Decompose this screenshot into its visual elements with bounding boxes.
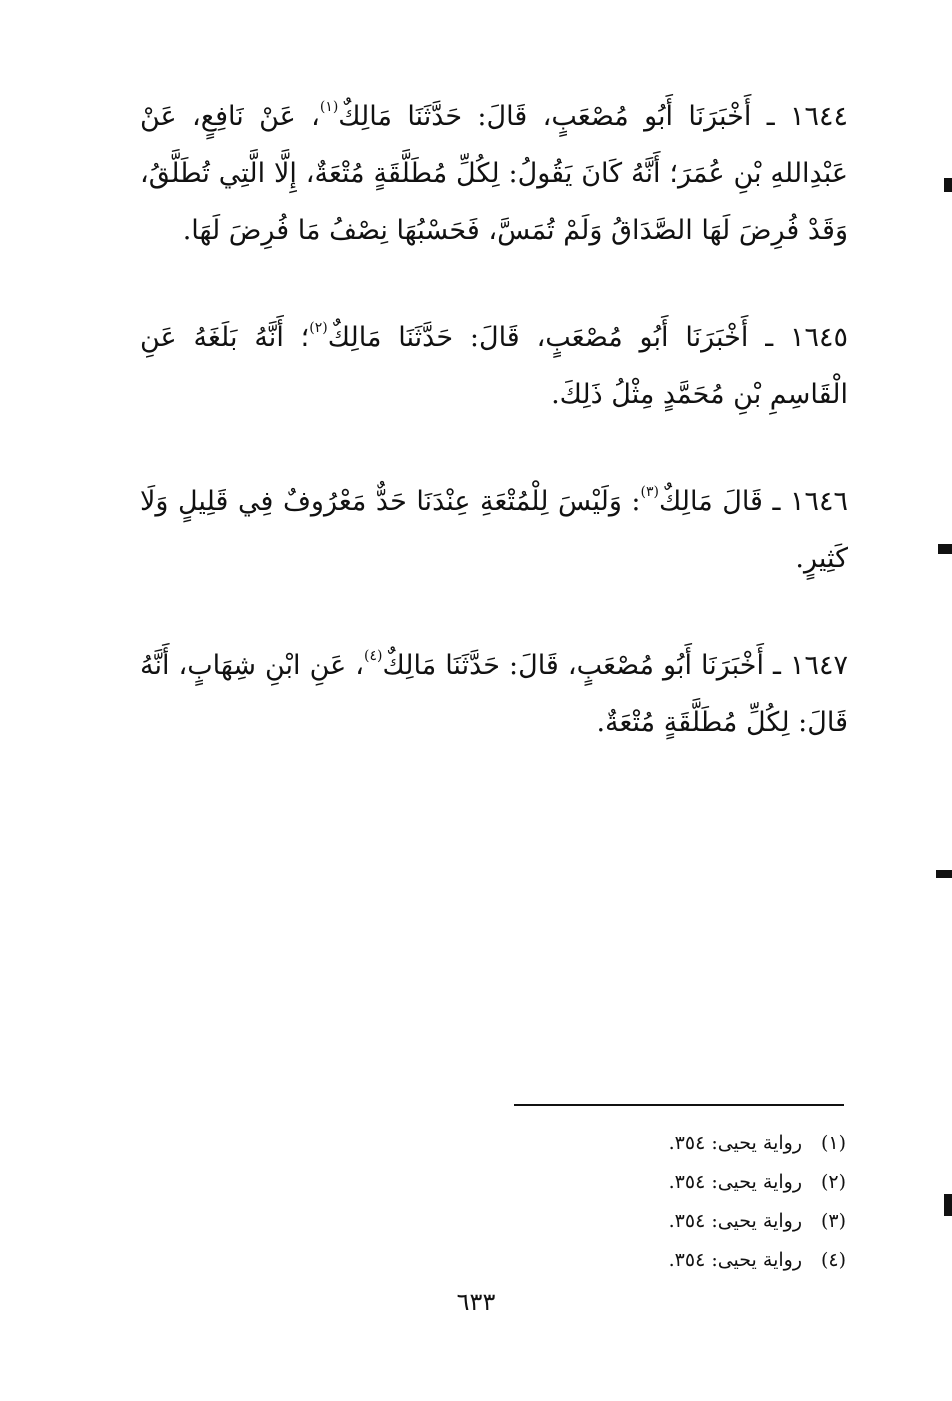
hadith-text: : وَلَيْسَ لِلْمُتْعَةِ عِنْدَنَا حَدٌّ مَعْرُوفٌ فِي قَلِيلٍ وَلَا كَثِيرٍ. xyxy=(140,486,848,574)
hadith-text: ؛ أَنَّهُ بَلَغَهُ عَنِ الْقَاسِمِ بْنِ مُحَمَّدٍ مِثْلُ ذَلِكَ. xyxy=(140,322,848,410)
hadith-text: ـ قَالَ مَالِكٌ xyxy=(658,486,781,517)
hadith-paragraph-1646 xyxy=(140,473,848,587)
footnote-item xyxy=(446,1202,846,1241)
hadith-text: ، عَنِ ابْنِ شِهَابٍ، أَنَّهُ قَالَ: لِكُلِّ مُطَلَّقَةٍ مُتْعَةٌ. xyxy=(140,650,848,738)
footnotes xyxy=(446,1124,846,1280)
footnote-number: (١) xyxy=(820,1132,846,1154)
hadith-text: ، عَنْ نَافِعٍ، عَنْ عَبْدِاللهِ بْنِ عُمَرَ؛ أَنَّهُ كَانَ يَقُولُ: لِكُلِّ مُطَلَّقَةٍ مُتْعَةٌ، إِلَّا الَّتِي تُطَلَّقُ، وَقَدْ فُرِضَ لَهَا الصَّدَاقُ وَلَمْ تُمَسَّ، فَحَسْبُهَا نِصْفُ مَا فُرِضَ لَهَا. xyxy=(140,101,848,246)
hadith-paragraph-1647 xyxy=(140,637,848,751)
scan-edge-mark xyxy=(944,1194,952,1216)
scan-edge-mark xyxy=(938,544,952,554)
footnote-text: رواية يحيى: ٣٥٤. xyxy=(668,1210,802,1232)
footnote-text: رواية يحيى: ٣٥٤. xyxy=(668,1132,802,1154)
footnote-item xyxy=(446,1241,846,1280)
hadith-text: ـ أَخْبَرَنَا أَبُو مُصْعَبٍ، قَالَ: حَدَّثَنَا مَالِكٌ xyxy=(327,322,774,353)
footnote-text: رواية يحيى: ٣٥٤. xyxy=(668,1171,802,1193)
main-text xyxy=(140,88,848,801)
footnote-separator xyxy=(514,1104,844,1106)
footnote-number: (٣) xyxy=(820,1210,846,1232)
hadith-text: ـ أَخْبَرَنَا أَبُو مُصْعَبٍ، قَالَ: حَدَّثَنَا مَالِكٌ xyxy=(338,101,775,132)
hadith-paragraph-1645 xyxy=(140,309,848,423)
footnote-item xyxy=(446,1163,846,1202)
hadith-number: ١٦٤٦ xyxy=(789,486,848,517)
footnote-item xyxy=(446,1124,846,1163)
hadith-text: ـ أَخْبَرَنَا أَبُو مُصْعَبٍ، قَالَ: حَدَّثَنَا مَالِكٌ xyxy=(382,650,781,681)
footnote-number: (٢) xyxy=(820,1171,846,1193)
scan-edge-mark xyxy=(936,870,952,878)
footnote-text: رواية يحيى: ٣٥٤. xyxy=(668,1249,802,1271)
footnote-reference: (١) xyxy=(319,99,339,115)
hadith-number: ١٦٤٤ xyxy=(790,101,849,132)
footnote-number: (٤) xyxy=(820,1249,846,1271)
hadith-number: ١٦٤٥ xyxy=(789,322,848,353)
footnote-reference: (٢) xyxy=(309,320,328,336)
footnote-reference: (٣) xyxy=(640,484,659,500)
hadith-number: ١٦٤٧ xyxy=(790,650,849,681)
scan-edge-mark xyxy=(944,178,952,192)
page-number: ٦٣٣ xyxy=(456,1288,496,1316)
footnote-reference: (٤) xyxy=(364,648,383,664)
hadith-paragraph-1644 xyxy=(140,88,848,259)
